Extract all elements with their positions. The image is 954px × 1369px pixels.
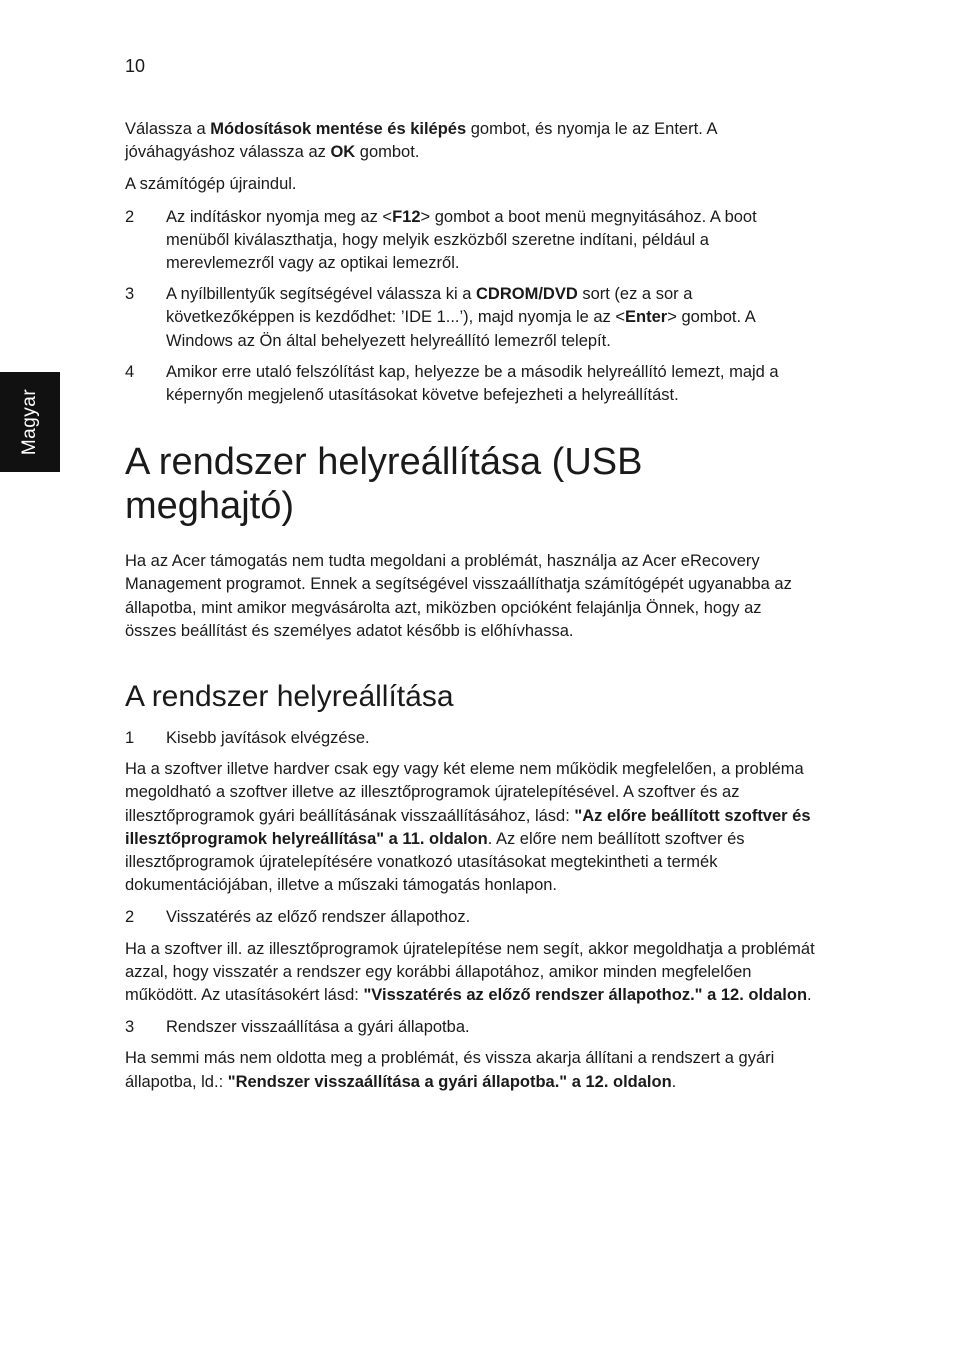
list-item <box>125 1016 815 1039</box>
section-paragraph: Ha semmi más nem oldotta meg a problémát, és vissza akarja állítani a rendszert a gyári állapotba, ld.: "Rendszer visszaállítása a gyári állapotba." a 12. oldalon. <box>125 1049 775 1091</box>
side-tab-label: Magyar <box>19 388 40 456</box>
list-item <box>125 283 815 353</box>
section-title-system-recovery: A rendszer helyreállítása <box>125 680 454 714</box>
list-item <box>125 906 815 929</box>
list-item-number: 4 <box>125 362 135 381</box>
page-number: 10 <box>125 56 146 76</box>
section-paragraph: Ha az Acer támogatás nem tudta megoldani a problémát, használja az Acer eRecovery Management programot. Ennek a segítségével visszaállíthatja számítógépét ugyanabba az állapotba, mint amikor megvásárolta azt, miközben opcióként felajánlja Önnek, hogy az összes beállítást és személyes adatot később is előhívhassa. <box>125 552 792 640</box>
cross-reference: "Visszatérés az előző rendszer állapothoz." a 12. oldalon <box>363 986 808 1005</box>
list-item-number: 3 <box>125 285 135 304</box>
list-item <box>125 206 815 276</box>
list-item-text: Kisebb javítások elvégzése. <box>166 729 370 748</box>
list-item-number: 3 <box>125 1018 135 1037</box>
cross-reference: "Az előre beállított szoftver és illesztőprogramok helyreállítása" a 11. oldalon <box>125 806 811 848</box>
list-item-text: Az indításkor nyomja meg az <F12> gombot a boot menü megnyitásához. A boot menüből kiválaszthatja, hogy melyik eszközből szeretne indítani, például a merevlemezről vagy az optikai lemezről. <box>166 207 757 273</box>
section-paragraph: Ha a szoftver ill. az illesztőprogramok újratelepítése nem segít, akkor megoldhatja a problémát azzal, hogy visszatér a rendszer egy korábbi állapotához, amikor minden megfelelően működött. Az utasításokért lásd: "Visszatérés az előző rendszer állapothoz." a 12. oldalon. <box>125 939 815 1005</box>
intro-paragraph-1: Válassza a Módosítások mentése és kilépés gombot, és nyomja le az Entert. A jóváhagyáshoz válassza az OK gombot. <box>125 120 717 162</box>
intro-paragraph-2: A számítógép újraindul. <box>125 175 297 194</box>
list-item <box>125 361 815 407</box>
list-item-number: 2 <box>125 908 135 927</box>
list-item-text: Visszatérés az előző rendszer állapothoz. <box>166 908 471 927</box>
list-item-text: Amikor erre utaló felszólítást kap, helyezze be a második helyreállító lemezt, majd a képernyőn megjelenő utasításokat követve befejezheti a helyreállítást. <box>166 362 779 405</box>
list-item-number: 2 <box>125 207 135 226</box>
section-title-usb-recovery: A rendszer helyreállítása (USB meghajtó) <box>125 441 643 528</box>
language-side-tab <box>0 372 60 472</box>
boot-steps-list <box>125 206 815 408</box>
section-paragraph: Ha a szoftver illetve hardver csak egy vagy két eleme nem működik megfelelően, a probléma megoldható a szoftver illetve az illesztőprogramok újratelepítésével. A szoftver és az illesztőprogramok gyári beállításának visszaállításához, lásd: "Az előre beállított szoftver és illesztőprogramok helyreállítása" a 11. oldalon. Az előre nem beállított szoftver és illesztőprogramok újratelepítésére vonatkozó utasításokat megtekintheti a termék dokumentációjában, illetve a műszaki támogatás honlapon. <box>125 760 811 895</box>
list-item-text: Rendszer visszaállítása a gyári állapotba. <box>166 1018 470 1037</box>
list-item <box>125 727 815 750</box>
list-item-number: 1 <box>125 729 135 748</box>
cross-reference: "Rendszer visszaállítása a gyári állapotba." a 12. oldalon <box>227 1072 672 1091</box>
page-content <box>125 118 815 1103</box>
list-item-text: A nyílbillentyűk segítségével válassza ki a CDROM/DVD sort (ez a sor a következőképpen is kezdődhet: ’IDE 1...’), majd nyomja le az <Enter> gombot. A Windows az Ön által behelyezett helyreállító lemezről telepít. <box>166 285 755 350</box>
